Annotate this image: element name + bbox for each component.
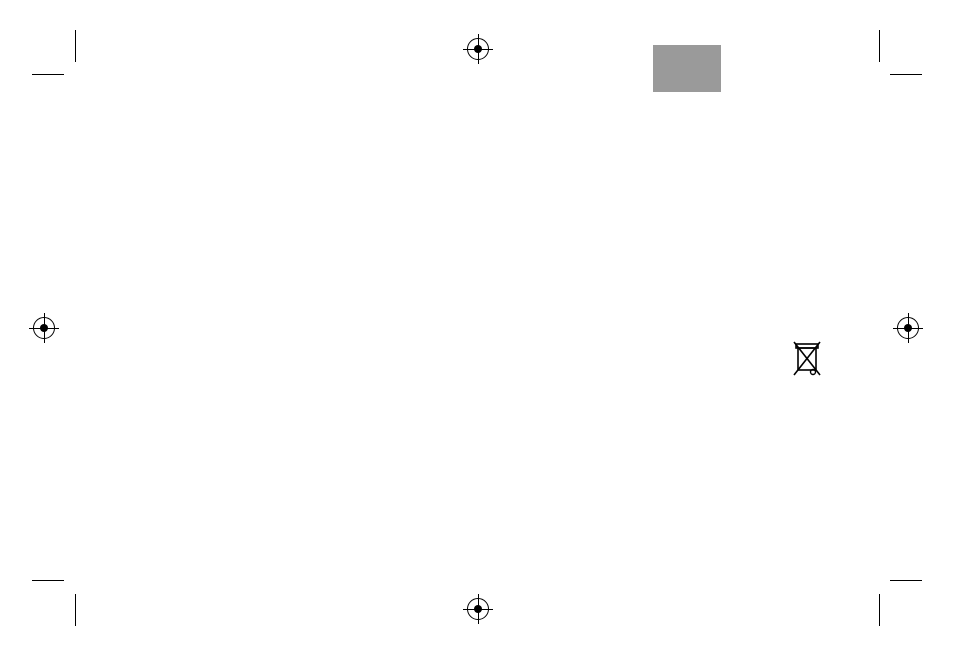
- crop-mark-bottom-right-h: [890, 580, 922, 581]
- language-tab: [653, 45, 721, 92]
- crop-mark-bottom-left-h: [32, 580, 64, 581]
- crop-mark-bottom-left-v: [75, 594, 76, 626]
- registration-mark-right: [897, 317, 919, 339]
- registration-mark-left: [33, 317, 55, 339]
- crossed-out-wheelie-bin-icon: [792, 339, 822, 385]
- crop-mark-bottom-right-v: [879, 594, 880, 626]
- crop-mark-top-right-v: [879, 30, 880, 62]
- crop-mark-top-left-h: [32, 74, 64, 75]
- crop-mark-top-left-v: [75, 30, 76, 62]
- registration-mark-top: [467, 38, 489, 60]
- registration-mark-bottom: [467, 598, 489, 620]
- crop-mark-top-right-h: [890, 74, 922, 75]
